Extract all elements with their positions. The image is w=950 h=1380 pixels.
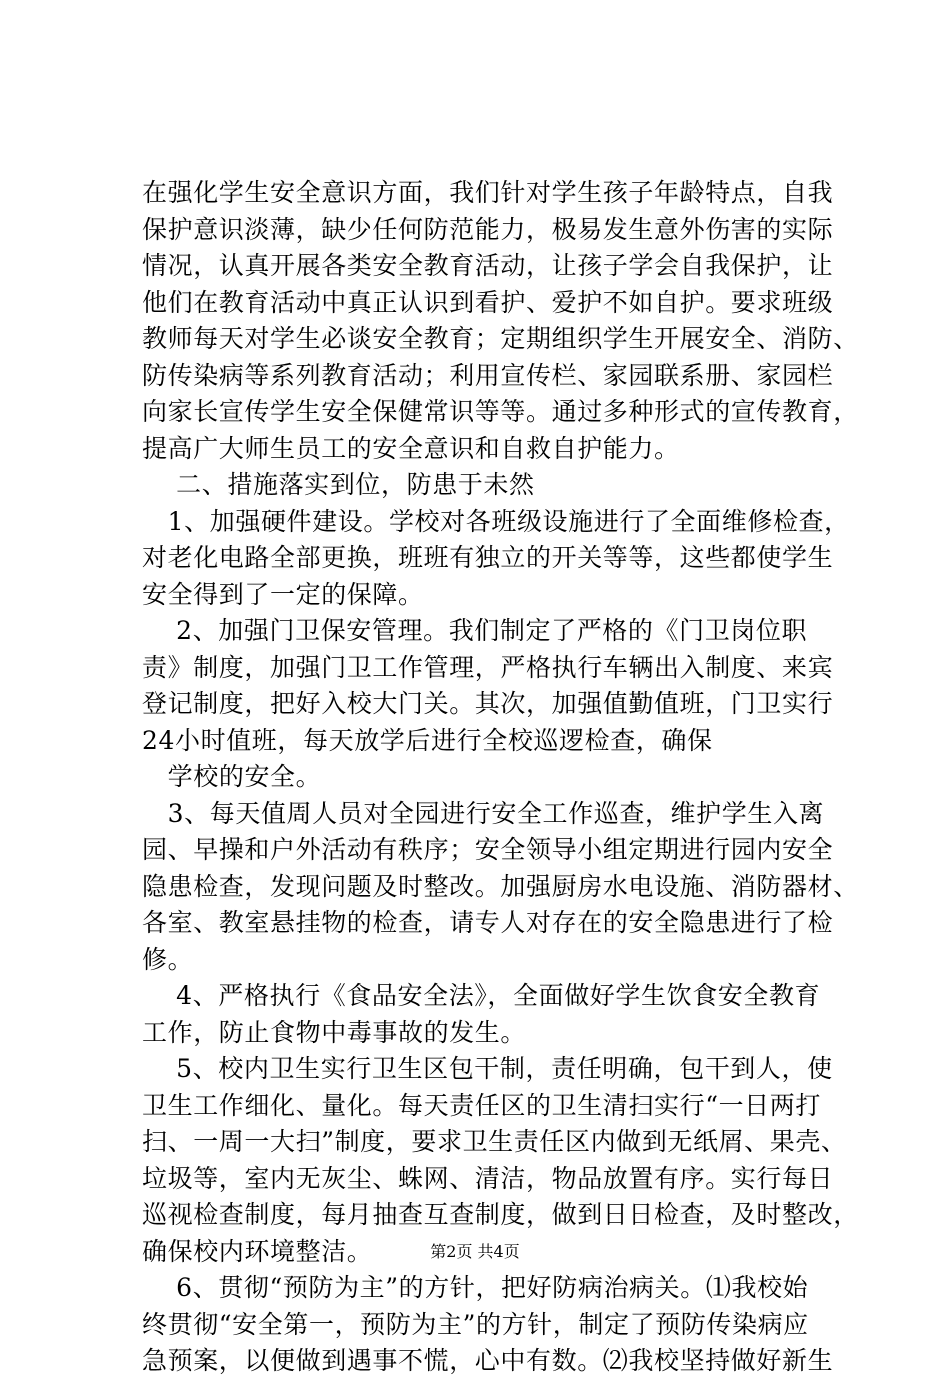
body-line: 急预案，以便做到遇事不慌，心中有数。⑵我校坚持做好新生	[142, 1346, 834, 1375]
body-line: 扫、一周一大扫”制度，要求卫生责任区内做到无纸屑、果壳、	[142, 1127, 847, 1156]
body-line: 责》制度，加强门卫工作管理，严格执行车辆出入制度、来宾	[142, 652, 834, 682]
body-line: 在强化学生安全意识方面，我们针对学生孩子年龄特点，自我	[142, 178, 834, 207]
body-line: 2、加强门卫保安管理。我们制定了严格的《门卫岗位职	[142, 616, 808, 645]
body-line: 确保校内环境整洁。	[142, 1236, 373, 1266]
body-line: 对老化电路全部更换，班班有独立的开关等等，这些都使学生	[142, 543, 834, 572]
page-footer	[0, 1242, 950, 1262]
document-body	[142, 175, 859, 1380]
body-line: 园、早操和户外活动有秩序；安全领导小组定期进行园内安全	[142, 835, 834, 864]
body-line: 修。	[142, 944, 194, 974]
body-line: 隐患检查，发现问题及时整改。加强厨房水电设施、消防器材、	[142, 871, 859, 901]
body-line: 他们在教育活动中真正认识到看护、爱护不如自护。要求班级	[142, 287, 834, 317]
body-line: 1、加强硬件建设。学校对各班级设施进行了全面维修检查，	[142, 506, 850, 536]
section-heading: 二、措施落实到位，防患于未然	[142, 470, 535, 499]
body-line: 巡视检查制度，每月抽查互查制度，做到日日检查，及时整改，	[142, 1200, 859, 1229]
body-line: 5、校内卫生实行卫生区包干制，责任明确，包干到人，使	[142, 1054, 833, 1083]
body-line: 向家长宣传学生安全保健常识等等。通过多种形式的宣传教育，	[142, 397, 859, 426]
body-line: 各室、教室悬挂物的检查，请专人对存在的安全隐患进行了检	[142, 908, 834, 937]
body-line: 登记制度，把好入校大门关。其次，加强值勤值班，门卫实行	[142, 689, 834, 718]
page-number: 第2页 共4页	[430, 1242, 520, 1261]
body-line: 24小时值班，每天放学后进行全校巡逻检查，确保	[142, 725, 713, 755]
body-line: 终贯彻“安全第一，预防为主”的方针，制定了预防传染病应	[142, 1309, 809, 1339]
body-line: 保护意识淡薄，缺少任何防范能力，极易发生意外伤害的实际	[142, 214, 834, 244]
body-line: 安全得到了一定的保障。	[142, 579, 424, 609]
body-line: 卫生工作细化、量化。每天责任区的卫生清扫实行“一日两打	[142, 1090, 821, 1120]
body-line: 工作，防止食物中毒事故的发生。	[142, 1017, 527, 1047]
body-line: 垃圾等，室内无灰尘、蛛网、清洁，物品放置有序。实行每日	[142, 1163, 834, 1193]
body-line: 3、每天值周人员对全园进行安全工作巡查，维护学生入离	[142, 798, 825, 828]
body-line: 学校的安全。	[142, 762, 322, 791]
body-line: 教师每天对学生必谈安全教育；定期组织学生开展安全、消防、	[142, 324, 859, 353]
body-line: 情况，认真开展各类安全教育活动，让孩子学会自我保护，让	[142, 251, 834, 280]
body-line: 4、严格执行《食品安全法》，全面做好学生饮食安全教育	[142, 981, 821, 1010]
body-line: 提高广大师生员工的安全意识和自救自护能力。	[142, 433, 680, 463]
body-line: 6、贯彻“预防为主”的方针，把好防病治病关。⑴我校始	[142, 1273, 809, 1302]
body-line: 防传染病等系列教育活动；利用宣传栏、家园联系册、家园栏	[142, 360, 834, 390]
